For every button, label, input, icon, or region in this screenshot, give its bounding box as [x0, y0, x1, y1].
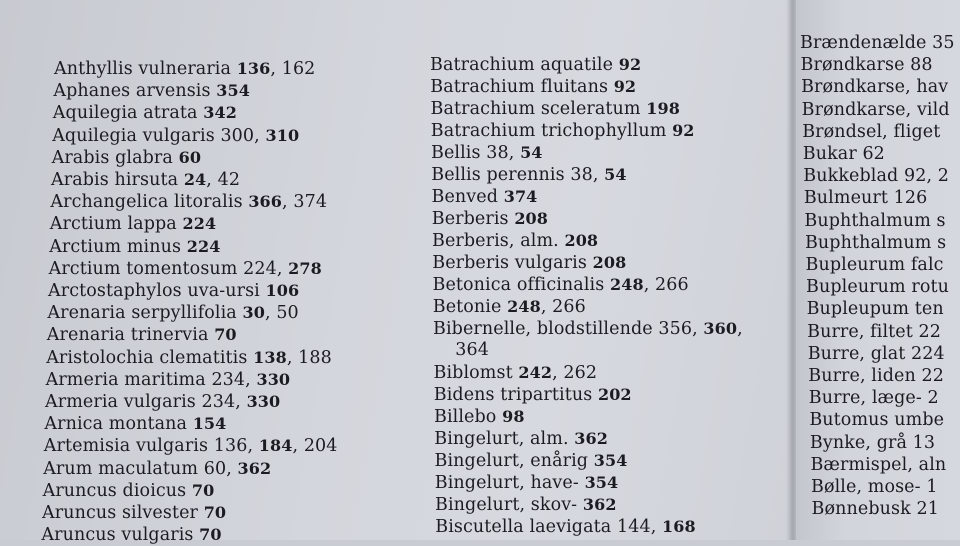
- page-number-bold: 248: [610, 275, 644, 294]
- index-entry: Bølle, mose- 1: [811, 477, 938, 497]
- entry-term: Aphanes arvensis: [53, 81, 211, 102]
- page-number-bold: 208: [564, 231, 599, 250]
- index-entry: Bukkeblad 92, 2: [803, 166, 950, 187]
- index-entry: Bupleurum falc: [805, 255, 944, 275]
- index-entry: Arabis hirsuta 24, 42: [51, 170, 241, 190]
- page-number-bold: 362: [582, 495, 617, 514]
- index-entry: [44, 413, 226, 435]
- page-number-bold: 366: [248, 192, 283, 212]
- index-entry: [430, 54, 641, 76]
- index-entry: Burre, filtet 22: [807, 321, 942, 342]
- right-page-clip: [796, 0, 960, 540]
- page-number-bold: 354: [593, 451, 628, 470]
- entry-term: Armeria maritima: [45, 369, 206, 390]
- page-number-bold: 278: [288, 258, 322, 278]
- index-entry: [431, 120, 695, 142]
- index-entry: Buphthalmum s: [804, 210, 946, 231]
- index-entry: Bellis perennis 38, 54: [431, 165, 627, 185]
- page-number-bold: 360: [703, 319, 738, 338]
- index-entry: [435, 494, 617, 516]
- page-number-bold: 98: [502, 407, 525, 426]
- entry-term: Betonica officinalis: [432, 275, 605, 295]
- page-number: 204: [303, 436, 338, 457]
- index-entry: Betonica officinalis 248, 266: [432, 275, 689, 295]
- index-entry: Armeria maritima 234, 330: [45, 369, 291, 390]
- page-number-bold: 54: [604, 165, 627, 184]
- page-number: 136: [213, 436, 248, 457]
- page-number-bold: 310: [265, 125, 300, 145]
- page-number-bold: 70: [203, 503, 227, 522]
- page-number-bold: 224: [182, 214, 217, 234]
- page-number-bold: 202: [597, 385, 632, 404]
- page-number-bold: 70: [191, 480, 215, 500]
- index-entry: [52, 147, 201, 169]
- index-entry: Brøndsel, fliget: [802, 121, 941, 142]
- index-entry: [50, 213, 216, 235]
- page-number-bold: 248: [507, 297, 541, 316]
- entry-term: Billebo: [434, 407, 497, 427]
- index-entry: Bellis 38, 54: [431, 143, 543, 163]
- page-number: 42: [217, 170, 241, 190]
- index-entry: Aristolochia clematitis 138, 188: [46, 347, 332, 368]
- entry-term: Aquilegia vulgaris: [52, 125, 215, 146]
- page-number-bold: 106: [265, 281, 300, 300]
- index-entry: [431, 98, 680, 120]
- index-entry: [48, 280, 299, 302]
- entry-term: Bellis: [431, 143, 481, 163]
- page-number: 364: [455, 340, 489, 360]
- entry-term: Aristolochia clematitis: [46, 347, 248, 368]
- entry-term: Biscutella laevigata: [435, 517, 612, 537]
- index-entry: Brøndkarse, vild: [801, 99, 950, 120]
- page-number-bold: 138: [253, 347, 287, 367]
- entry-term: Armeria vulgaris: [45, 392, 196, 412]
- page-number: 38: [486, 143, 509, 163]
- index-entry: Bærmispel, aln: [810, 454, 947, 475]
- page-number-bold: 342: [203, 103, 237, 123]
- entry-term: Aquilegia atrata: [52, 103, 198, 124]
- entry-term: Arctium lappa: [49, 214, 177, 235]
- page-number: 224: [243, 258, 277, 279]
- index-entry: [42, 502, 226, 524]
- page-number-bold: 168: [662, 517, 696, 536]
- page-number-bold: 92: [618, 55, 642, 74]
- entry-term: Arabis glabra: [51, 147, 173, 168]
- page-number-bold: 92: [672, 121, 695, 140]
- entry-term: Arctium minus: [49, 236, 182, 257]
- page-number: 374: [293, 192, 328, 213]
- index-entry: Bukar 62: [802, 144, 885, 164]
- index-entry: [430, 76, 636, 98]
- index-entry: Brøndkarse, hav: [801, 77, 949, 98]
- index-entry: Armeria vulgaris 234, 330: [45, 392, 281, 412]
- index-entry: Bibernelle, blodstillende 356, 360,: [433, 319, 743, 339]
- index-entry: Bupleupum ten: [806, 299, 944, 320]
- index-entry: [432, 230, 598, 252]
- index-entry: [43, 480, 215, 502]
- entry-term: Arctostaphylos uva-ursi: [48, 281, 260, 301]
- entry-term: Arum maculatum: [43, 458, 199, 479]
- page-number-bold: 242: [518, 363, 553, 382]
- page-number-bold: 92: [613, 77, 637, 96]
- page-number-bold: 70: [199, 525, 222, 545]
- page-number: 38: [570, 165, 593, 185]
- entry-term: Batrachium trichophyllum: [430, 121, 667, 141]
- index-entry: [53, 80, 250, 102]
- entry-term: Batrachium aquatile: [430, 55, 614, 75]
- page-number-bold: 208: [592, 253, 627, 272]
- entry-term: Berberis: [431, 209, 509, 229]
- page-number-bold: 208: [514, 209, 549, 228]
- index-entry: Burre, liden 22: [808, 366, 944, 386]
- entry-term: Arnica montana: [44, 414, 188, 435]
- index-entry: [432, 186, 538, 208]
- entry-term: Bingelurt, have-: [434, 473, 579, 493]
- index-entry: Bønnebusk 21: [811, 499, 939, 520]
- entry-term: Aruncus dioicus: [42, 480, 187, 501]
- entry-term: Batrachium sceleratum: [430, 99, 641, 119]
- page-number: 266: [552, 297, 586, 317]
- index-entry: [434, 384, 632, 406]
- entry-term: Benved: [431, 187, 499, 207]
- entry-term: Arenaria trinervia: [46, 325, 209, 346]
- page-number-bold: 136: [236, 59, 271, 78]
- page-number-bold: 224: [186, 236, 221, 256]
- index-entry: [53, 102, 237, 124]
- index-entry: Biscutella laevigata 144, 168: [435, 517, 696, 537]
- index-entry: [435, 450, 628, 472]
- index-entry: [41, 524, 221, 546]
- entry-term: Bidens tripartitus: [433, 385, 593, 405]
- page-number-bold: 330: [246, 392, 281, 411]
- index-entry: Aquilegia vulgaris 300, 310: [52, 125, 300, 146]
- index-entry: Archangelica litoralis 366, 374: [50, 192, 328, 213]
- page-number-bold: 30: [242, 303, 265, 323]
- page-number: 356: [658, 319, 693, 339]
- page-number-bold: 154: [192, 414, 227, 434]
- index-entry: Butomus umbe: [809, 410, 945, 431]
- entry-term: Arenaria serpyllifolia: [47, 303, 237, 324]
- index-entry: Buphthalmum s: [804, 232, 947, 253]
- page-number: 266: [655, 275, 689, 295]
- entry-term: Bibernelle, blodstillende: [433, 319, 653, 339]
- index-entry: [47, 324, 237, 346]
- index-entry: [435, 472, 619, 494]
- entry-term: Bingelurt, alm.: [434, 429, 569, 449]
- page-number-bold: 184: [258, 436, 293, 456]
- index-entry: Biblomst 242, 262: [433, 363, 598, 383]
- index-entry: [434, 428, 608, 450]
- index-entry: [49, 236, 220, 258]
- entry-term: Bellis perennis: [431, 165, 565, 185]
- page-number-bold: 362: [574, 429, 608, 448]
- entry-term: Anthyllis vulneraria: [54, 59, 232, 79]
- page-number: 162: [281, 59, 316, 79]
- index-entry: Arum maculatum 60, 362: [43, 458, 272, 479]
- page-number-bold: 362: [237, 458, 272, 478]
- index-entry: [432, 208, 548, 230]
- index-entry: Burre, glat 224: [807, 343, 945, 364]
- index-entry: Anthyllis vulneraria 136, 162: [54, 59, 316, 79]
- page-number-bold: 330: [256, 369, 291, 389]
- page-number-bold: 374: [503, 187, 538, 206]
- page-number: 144: [616, 517, 651, 537]
- page-number-bold: 60: [178, 147, 202, 167]
- index-entry: Brændenælde 35: [800, 33, 955, 53]
- index-entry: [434, 406, 525, 428]
- index-entry: Arenaria serpyllifolia 30, 50: [47, 303, 299, 324]
- page-number-bold: 70: [214, 325, 237, 345]
- page-number-bold: 354: [584, 473, 619, 492]
- index-entry: Bupleurum rotu: [806, 277, 950, 298]
- entry-term: Aruncus silvester: [42, 503, 199, 523]
- index-entry: Betonie 248, 266: [432, 297, 586, 317]
- index-entry: Brøndkarse 88: [800, 55, 933, 76]
- entry-term: Batrachium fluitans: [430, 77, 609, 97]
- entry-term: Bingelurt, enårig: [434, 451, 589, 471]
- index-entry: [432, 252, 626, 274]
- page-number-bold: 24: [183, 170, 207, 189]
- page-number-bold: 54: [520, 143, 543, 162]
- entry-term: Archangelica litoralis: [50, 192, 243, 213]
- entry-term: Berberis, alm.: [432, 231, 559, 251]
- index-entry: Arctium tomentosum 224, 278: [48, 258, 322, 279]
- page-number: 234: [201, 392, 236, 412]
- index-entry: Bulmeurt 126: [803, 188, 928, 209]
- page-number: 234: [211, 369, 246, 390]
- entry-term: Arabis hirsuta: [51, 170, 179, 190]
- entry-term: Aruncus vulgaris: [41, 525, 194, 546]
- page-number: 50: [276, 303, 299, 324]
- entry-term: Biblomst: [433, 363, 513, 383]
- index-entry: Burre, læge- 2: [808, 388, 939, 409]
- index-entry: Artemisia vulgaris 136, 184, 204: [43, 436, 338, 457]
- entry-term: Artemisia vulgaris: [43, 436, 209, 457]
- index-entry: Bynke, grå 13: [809, 432, 936, 453]
- page-number: 60: [203, 458, 227, 479]
- entry-term: Betonie: [432, 297, 502, 317]
- page-number-bold: 354: [216, 81, 250, 101]
- page-number: 188: [298, 347, 332, 368]
- entry-term: Bingelurt, skov-: [435, 495, 578, 515]
- page-number: 300: [220, 125, 255, 146]
- entry-term: Berberis vulgaris: [432, 253, 587, 273]
- index-entry: [455, 340, 489, 361]
- entry-term: Arctium tomentosum: [48, 258, 238, 279]
- page-number-bold: 198: [646, 99, 680, 118]
- page-number: 262: [563, 363, 598, 383]
